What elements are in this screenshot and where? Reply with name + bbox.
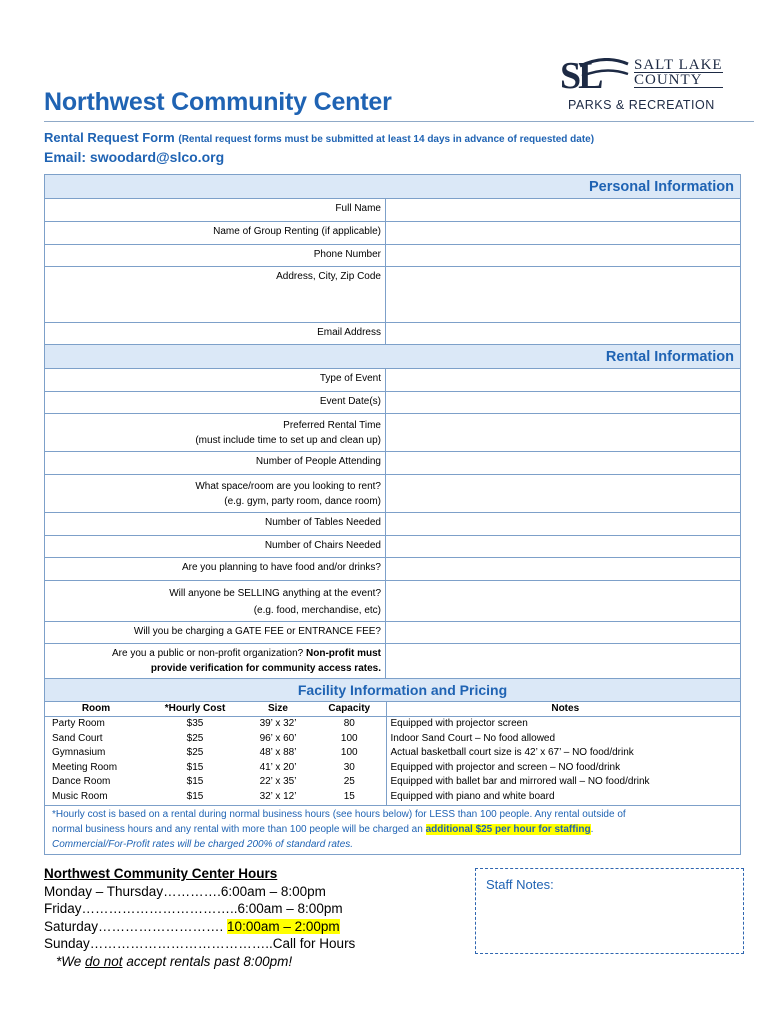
footnote-period: .: [590, 823, 594, 835]
staff-notes-box[interactable]: [475, 868, 744, 954]
logo-line-2: COUNTY: [634, 72, 723, 88]
input-tables[interactable]: [386, 513, 740, 535]
form-row-selling: [45, 581, 740, 622]
label-space-line2: (e.g. gym, party room, dance room): [224, 496, 381, 507]
col-hourly-cost: *Hourly Cost: [147, 702, 243, 717]
label-chairs: Number of Chairs Needed: [45, 536, 386, 557]
hours-sunday: Sunday…………………………………..Call for Hours: [44, 936, 356, 952]
label-rental-time-line2: (must include time to set up and clean up): [195, 435, 381, 446]
title-divider: [44, 121, 754, 122]
warning-underlined: do not: [85, 953, 123, 969]
input-chairs[interactable]: [386, 536, 740, 557]
footnote-staffing-highlight: additional $25 per hour for staffing: [425, 823, 591, 835]
cell-capacity: 80: [313, 717, 386, 732]
input-event-type[interactable]: [386, 369, 740, 391]
input-full-name[interactable]: [386, 199, 740, 221]
cell-notes: Equipped with projector and screen – NO food/drink: [390, 761, 621, 773]
label-gate-fee: Will you be charging a GATE FEE or ENTRANCE FEE?: [45, 622, 386, 643]
input-gate-fee[interactable]: [386, 622, 740, 643]
salt-lake-county-logo: [560, 56, 735, 118]
label-event-type: Type of Event: [45, 369, 386, 391]
col-size: Size: [243, 702, 313, 717]
label-nonprofit-must: Non-profit must: [306, 648, 381, 659]
label-nonprofit-line1: [49, 646, 381, 661]
table-row: [45, 761, 740, 776]
warning-post: accept rentals past 8:00pm!: [122, 953, 293, 969]
contact-email: Email: swoodard@slco.org: [44, 149, 225, 165]
cell-notes: Equipped with piano and white board: [386, 790, 740, 805]
cell-room: Music Room: [45, 790, 147, 805]
center-hours: [44, 865, 364, 971]
table-row: [45, 732, 740, 747]
section-rental-information: Rental Information: [45, 345, 740, 369]
label-group-name: Name of Group Renting (if applicable): [45, 222, 386, 244]
input-group-name[interactable]: [386, 222, 740, 244]
label-people: Number of People Attending: [45, 452, 386, 474]
col-room: Room: [45, 702, 147, 717]
section-facility-pricing: Facility Information and Pricing: [45, 679, 740, 702]
label-event-dates: Event Date(s): [45, 392, 386, 413]
footnote-line2-text: normal business hours and any rental with more than 100 people will be charged an: [52, 823, 423, 835]
hours-saturday-time: 10:00am – 2:00pm: [227, 918, 340, 934]
cell-notes: Equipped with ballet bar and mirrored wall – NO food/drink: [390, 776, 650, 788]
cell-capacity: 100: [313, 732, 386, 747]
col-notes: Notes: [386, 702, 740, 717]
footnote-commercial-rates: Commercial/For-Profit rates will be charged 200% of standard rates.: [52, 838, 354, 850]
cell-size: 39’ x 32’: [259, 718, 297, 729]
sl-logo-icon: [560, 58, 630, 92]
logo-line-1: SALT LAKE: [634, 57, 723, 73]
hours-saturday: [44, 918, 364, 936]
form-row-food: [45, 558, 740, 581]
label-selling-line2: (e.g. food, merchandise, etc): [253, 605, 381, 616]
label-nonprofit-question: Are you a public or non-profit organization?: [111, 648, 304, 659]
input-nonprofit[interactable]: [386, 644, 740, 678]
cell-notes: Indoor Sand Court – No food allowed: [390, 732, 556, 744]
input-space[interactable]: [386, 475, 740, 512]
form-row-chairs: [45, 536, 740, 558]
warning-pre: *We: [56, 953, 86, 969]
table-row: [45, 746, 740, 761]
hours-warning: [44, 953, 364, 971]
pricing-header-row: [45, 702, 740, 717]
cell-cost: $25: [186, 732, 204, 744]
form-deadline-note: (Rental request forms must be submitted at least 14 days in advance of requested date): [178, 134, 595, 145]
footnote-line1: *Hourly cost is based on a rental during normal business hours (see hours below) for LESS than 100 people. Any rental outside of: [52, 808, 626, 820]
section-personal-information: Personal Information: [45, 175, 740, 199]
cell-capacity: 100: [313, 746, 386, 761]
form-row-gate-fee: [45, 622, 740, 644]
form-row-tables: [45, 513, 740, 536]
cell-capacity: 15: [313, 790, 386, 805]
form-row-nonprofit: [45, 644, 740, 679]
footnote-line2: [52, 822, 734, 837]
cell-room: Gymnasium: [52, 747, 106, 759]
table-row: [45, 790, 740, 805]
cell-cost: $15: [186, 761, 204, 773]
input-people[interactable]: [386, 452, 740, 474]
cell-cost: $15: [186, 776, 204, 788]
label-full-name: Full Name: [45, 199, 386, 221]
form-row-rental-time: [45, 414, 740, 452]
table-row: [45, 775, 740, 790]
form-name: Rental Request Form: [44, 130, 175, 145]
hours-mon-thu: Monday – Thursday………….6:00am – 8:00pm: [44, 883, 326, 899]
input-email[interactable]: [386, 323, 740, 344]
cell-size: 48’ x 88’: [259, 747, 297, 759]
logo-parks-recreation: PARKS & RECREATION: [568, 98, 715, 112]
label-selling-line1: Will anyone be SELLING anything at the event?: [169, 588, 381, 599]
hours-saturday-label: Saturday……………………….: [44, 918, 228, 934]
logo-county-text: [634, 58, 723, 88]
cell-notes: Equipped with projector screen: [390, 718, 528, 729]
label-rental-time: [45, 414, 386, 451]
cell-capacity: 30: [313, 761, 386, 776]
cell-room: Sand Court: [52, 732, 103, 744]
label-phone: Phone Number: [45, 245, 386, 266]
cell-cost: $35: [186, 718, 204, 729]
label-tables: Number of Tables Needed: [45, 513, 386, 535]
staff-notes-label: Staff Notes:: [486, 877, 554, 892]
cell-cost: $25: [186, 747, 204, 759]
input-event-dates[interactable]: [386, 392, 740, 413]
hours-title: Northwest Community Center Hours: [44, 866, 278, 881]
cell-room: Dance Room: [52, 776, 111, 788]
label-nonprofit: [45, 644, 386, 678]
col-capacity: Capacity: [313, 702, 386, 717]
form-row-space: [45, 475, 740, 513]
form-row-address: [45, 267, 740, 323]
label-nonprofit-verify: provide verification for community access rates.: [150, 663, 381, 674]
input-phone[interactable]: [386, 245, 740, 266]
form-subtitle: [44, 130, 594, 145]
input-address[interactable]: [386, 267, 740, 322]
svg-text:SL: SL: [560, 58, 601, 92]
form-row-event-dates: [45, 392, 740, 414]
label-space-line1: What space/room are you looking to rent?: [195, 481, 381, 492]
table-row: [45, 717, 740, 732]
pricing-footnote: [45, 806, 740, 854]
cell-notes: Actual basketball court size is 42’ x 67’ – NO food/drink: [390, 747, 634, 759]
form-row-email: [45, 323, 740, 345]
cell-capacity: 25: [313, 775, 386, 790]
label-selling: [45, 581, 386, 621]
hours-friday: Friday……………………………..6:00am – 8:00pm: [44, 901, 343, 917]
cell-room: Party Room: [52, 718, 105, 729]
cell-size: 22’ x 35’: [259, 776, 297, 788]
label-food: Are you planning to have food and/or drinks?: [45, 558, 386, 580]
form-row-people: [45, 452, 740, 475]
label-nonprofit-line2: [49, 661, 381, 676]
input-rental-time[interactable]: [386, 414, 740, 451]
input-food[interactable]: [386, 558, 740, 580]
form-row-phone: [45, 245, 740, 267]
page-title: Northwest Community Center: [44, 88, 392, 116]
input-selling[interactable]: [386, 581, 740, 621]
label-address: Address, City, Zip Code: [45, 267, 386, 322]
cell-room: Meeting Room: [52, 761, 118, 773]
form-row-event-type: [45, 369, 740, 392]
form-row-full-name: [45, 199, 740, 222]
cell-size: 96’ x 60’: [259, 732, 297, 744]
label-rental-time-line1: Preferred Rental Time: [283, 420, 381, 431]
cell-cost: $15: [147, 790, 243, 805]
cell-size: 41’ x 20’: [259, 761, 297, 773]
label-space: [45, 475, 386, 512]
form-row-group-name: [45, 222, 740, 245]
label-email: Email Address: [45, 323, 386, 344]
rental-form: [44, 174, 741, 855]
cell-size: 32’ x 12’: [243, 790, 313, 805]
pricing-table: [45, 702, 740, 806]
